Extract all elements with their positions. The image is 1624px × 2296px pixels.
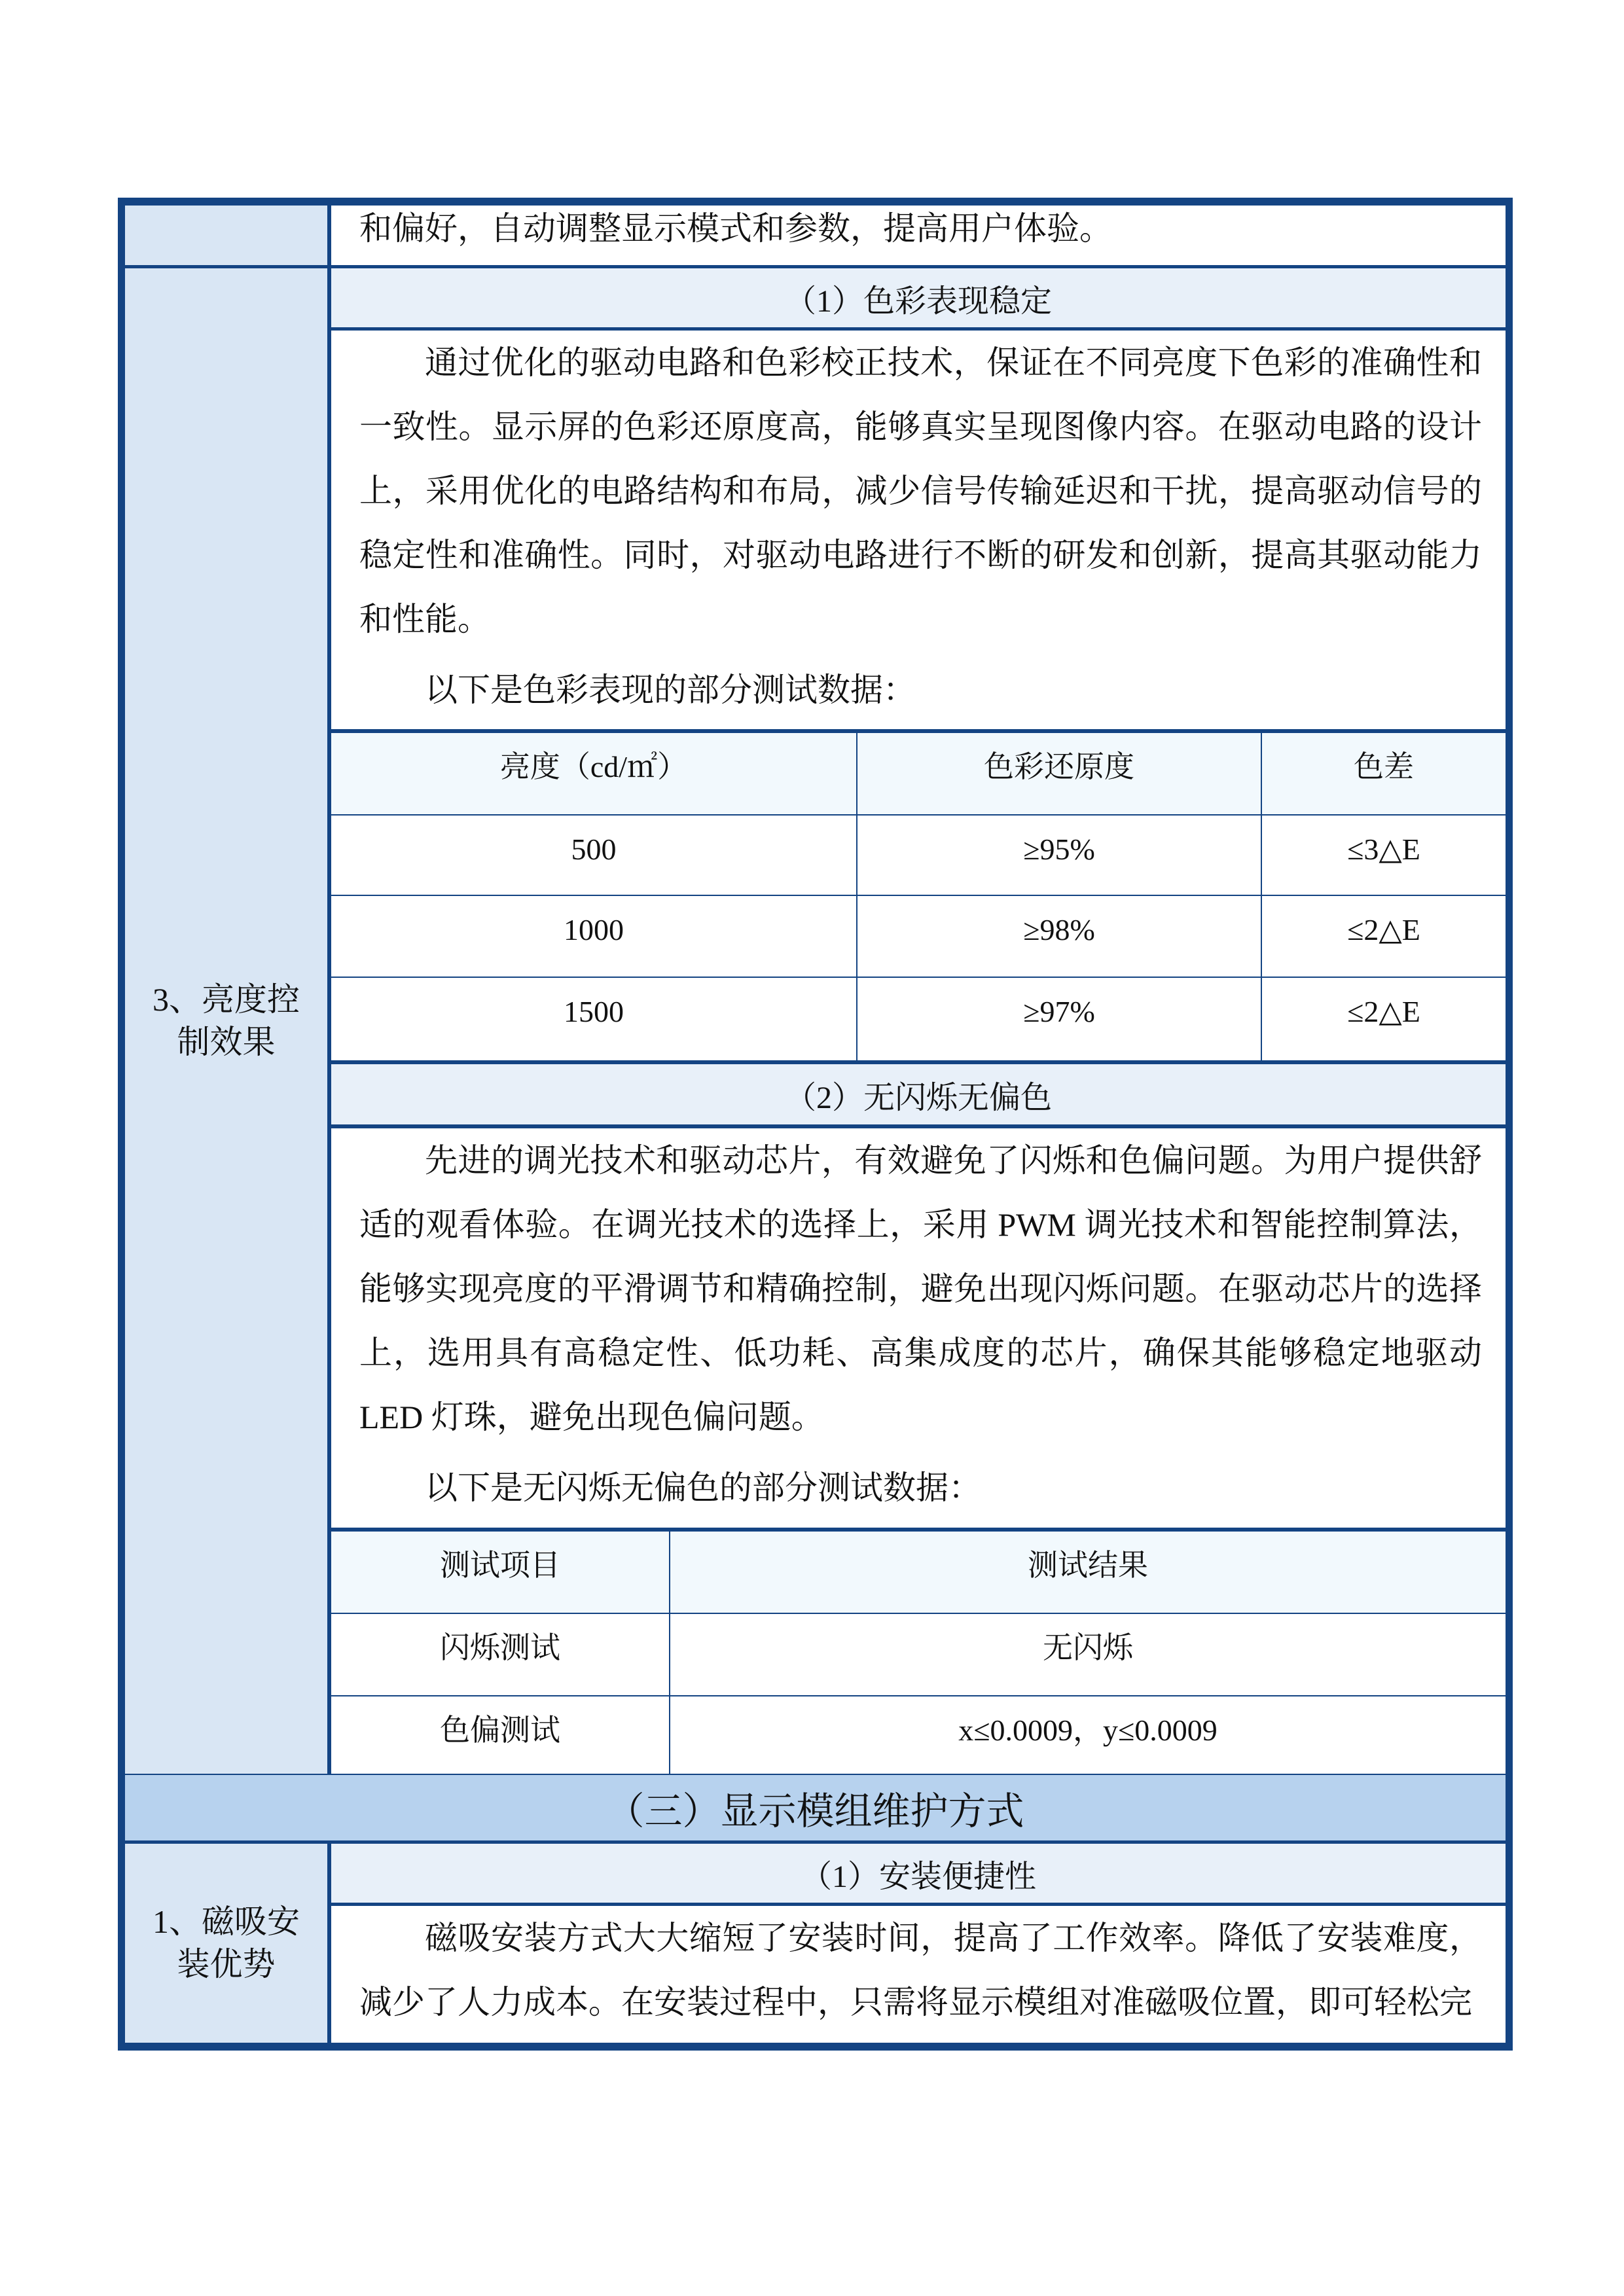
continued-text-cell (331, 206, 1506, 265)
table-cell: ≤2△E (1262, 896, 1506, 977)
continued-paragraph: 和偏好，自动调整显示模式和参数，提高用户体验。 (359, 210, 1112, 247)
label-cell-empty (125, 206, 327, 265)
table-cell: ≤3△E (1262, 816, 1506, 895)
table-cell: 500 (331, 816, 856, 895)
table-cell: ≥97% (857, 978, 1261, 1060)
table-cell: 1500 (331, 978, 856, 1060)
table-header-cell: 测试结果 (670, 1532, 1506, 1613)
subheader-install-convenience (331, 1844, 1506, 1903)
label-cell-brightness (125, 268, 327, 1774)
row-label: 3、亮度控制效果 (153, 981, 300, 1060)
paragraph-cell-color (331, 331, 1506, 729)
section-title: （三）显示模组维护方式 (606, 1790, 1024, 1833)
section-header-maintenance (125, 1775, 1506, 1840)
subheader-color-stability (331, 268, 1506, 327)
subheader-title: （2）无闪烁无偏色 (784, 1080, 1052, 1115)
table-cell: x≤0.0009，y≤0.0009 (670, 1696, 1506, 1774)
paragraph-cell-flicker (331, 1128, 1506, 1528)
row-label: 1、磁吸安装优势 (153, 1903, 300, 1982)
table-cell: 无闪烁 (670, 1614, 1506, 1695)
table-intro: 以下是无闪烁无偏色的部分测试数据： (425, 1469, 981, 1506)
table-cell: 1000 (331, 896, 856, 977)
table-header-cell: 色差 (1262, 733, 1506, 814)
table-header-cell: 亮度（cd/㎡） (331, 733, 856, 814)
table-cell: 闪烁测试 (331, 1614, 669, 1695)
table-cell: ≥98% (857, 896, 1261, 977)
table-header-cell: 测试项目 (331, 1532, 669, 1613)
table-cell: 色偏测试 (331, 1696, 669, 1774)
paragraph: 通过优化的驱动电路和色彩校正技术，保证在不同亮度下色彩的准确性和一致性。显示屏的色彩还原度高，能够真实呈现图像内容。在驱动电路的设计上，采用优化的电路结构和布局，减少信号传输延迟和干扰，提高驱动信号的稳定性和准确性。同时，对驱动电路进行不断的研发和创新，提高其驱动能力和性能。 (359, 344, 1482, 637)
subheader-no-flicker (331, 1064, 1506, 1124)
table-cell: ≥95% (857, 816, 1261, 895)
subheader-title: （1）色彩表现稳定 (784, 283, 1052, 319)
subheader-title: （1）安装便捷性 (800, 1859, 1036, 1894)
table-header-cell: 色彩还原度 (857, 733, 1261, 814)
table-intro: 以下是色彩表现的部分测试数据： (425, 672, 916, 708)
paragraph: 磁吸安装方式大大缩短了安装时间，提高了工作效率。降低了安装难度，减少了人力成本。在安装过程中，只需将显示模组对准磁吸位置，即可轻松完 (359, 1920, 1482, 2020)
label-cell-magnetic (125, 1844, 327, 2043)
paragraph: 先进的调光技术和驱动芯片，有效避免了闪烁和色偏问题。为用户提供舒适的观看体验。在调光技术的选择上，采用 PWM 调光技术和智能控制算法，能够实现亮度的平滑调节和精确控制，避免出现闪烁问题。在驱动芯片的选择上，选用具有高稳定性、低功耗、高集成度的芯片，确保其能够稳定地驱动 LED 灯珠，避免出现色偏问题。 (359, 1142, 1482, 1435)
paragraph-cell-install (331, 1906, 1506, 2043)
table-cell: ≤2△E (1262, 978, 1506, 1060)
